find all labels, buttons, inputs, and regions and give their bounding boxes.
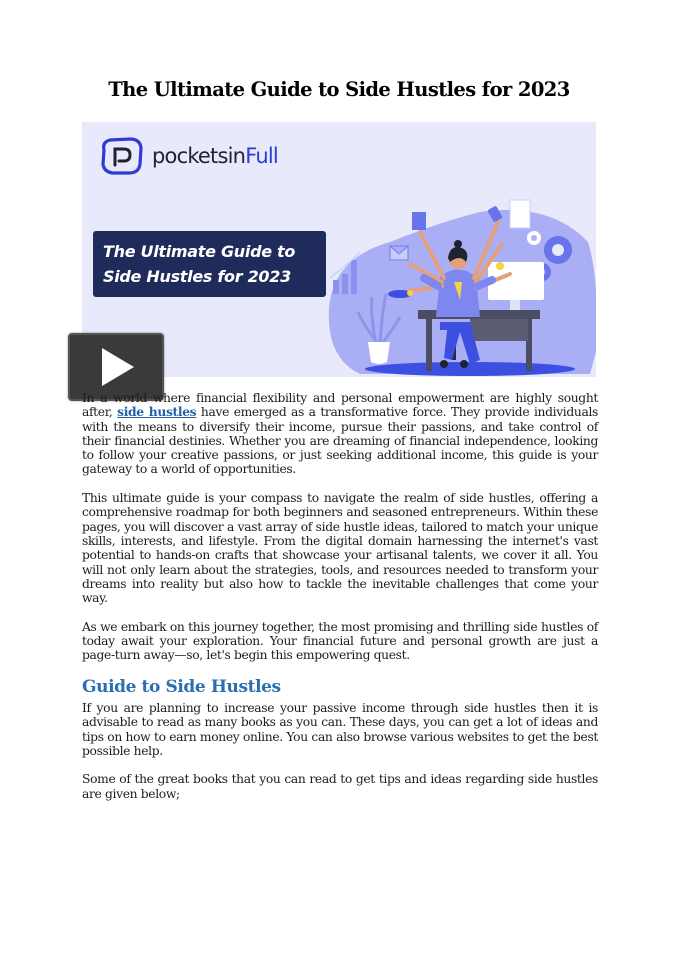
brand-logo-text (152, 144, 278, 168)
brand-logo (98, 136, 278, 176)
banner-headline-line-1: The Ultimate Guide to (103, 242, 296, 261)
intro-paragraph-3: As we embark on this journey together, the most promising and thrilling side hustles of today await your exploration. Your financial future and personal growth are just a page-turn away—so, let's begin this empowering quest. (82, 619, 598, 663)
floor-shadow-shape (365, 362, 575, 376)
document-icon (510, 200, 530, 228)
calculator-icon (412, 212, 426, 230)
lightbulb-icon (496, 262, 504, 270)
section-heading: Guide to Side Hustles (82, 676, 281, 697)
logo-text-accent: Full (245, 144, 278, 168)
multitasking-woman-illustration (320, 182, 596, 377)
logo-text-main: pocketsin (152, 144, 246, 168)
intro-paragraph-1 (82, 391, 598, 477)
section-paragraph-1: If you are planning to increase your passive income through side hustles then it is advisable to read as many books as you can. These days, you can get a lot of ideas and tips on how to earn money online. You can also browse various websites to get the best possible help. (82, 700, 598, 758)
banner-headline (93, 231, 326, 297)
article-body (82, 391, 598, 815)
intro-p1-text-end: have emerged as a transformative force. They provide individuals with the means to diversify their income, pursue their passions, and take control of their financial destinies. Whether you are dreaming of financial independence, looking to follow your creative passions, or just seeking additional income, this guide is your gateway to a world of opportunities. (82, 405, 598, 477)
page-title: The Ultimate Guide to Side Hustles for 2023 (108, 78, 570, 101)
banner-headline-line-2: Side Hustles for 2023 (103, 267, 291, 286)
side-hustles-link[interactable]: side hustles (117, 404, 197, 420)
intro-p1-text-start: In a world where financial flexibility and personal empowerment are highly sought after, (82, 391, 598, 420)
coin-icon (407, 290, 413, 296)
section-paragraph-2: Some of the great books that you can read to get tips and ideas regarding side hustles are given below; (82, 772, 598, 801)
pocketsinfull-p-logo-icon (98, 136, 144, 176)
intro-paragraph-2: This ultimate guide is your compass to navigate the realm of side hustles, offering a comprehensive roadmap for both beginners and seasoned entrepreneurs. Within these pages, you will discover a vast array of side hustle ideas, tailored to match your unique skills, interests, and lifestyle. From the digital domain harnessing the internet's vast potential to hands-on crafts that showcase your artisanal talents, we cover it all. You will not only learn about the strategies, tools, and resources needed to transform your dreams into reality but also how to tackle the inevitable challenges that come your way. (82, 491, 598, 606)
play-icon (96, 346, 136, 388)
